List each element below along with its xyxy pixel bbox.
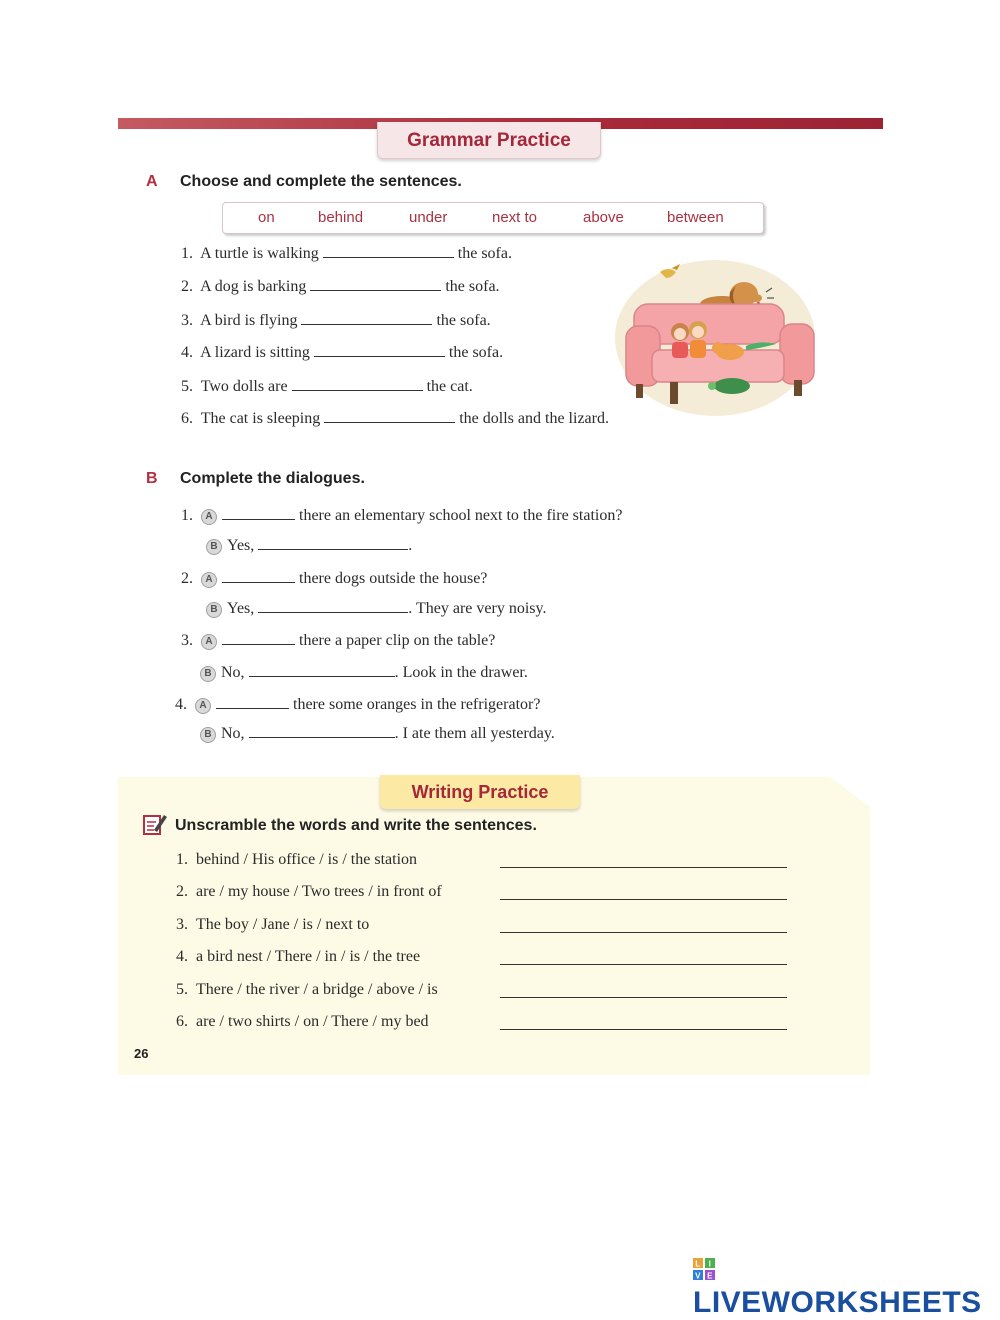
sofa-illustration [612,258,818,418]
speaker-a-badge: A [195,698,211,714]
sentence-item: 3. A bird is flying the sofa. [181,312,491,329]
logo-text: LIVEWORKSHEETS [693,1286,982,1319]
section-a-letter: A [146,173,158,190]
speaker-b-badge: B [206,602,222,618]
answer-line[interactable] [500,997,787,998]
sentence-item: 4. A lizard is sitting the sofa. [181,344,504,361]
dialogue-line-b: B No, . Look in the drawer. [200,662,528,682]
sentence-item: 2. A dog is barking the sofa. [181,278,500,295]
writing-instruction: Unscramble the words and write the sentences. [175,817,537,834]
section-b-title: Complete the dialogues. [180,470,365,487]
answer-blank[interactable] [314,342,445,357]
dialogue-line-b: B Yes, . [206,535,412,555]
answer-blank[interactable] [222,568,295,583]
sentence-item: 6. The cat is sleeping the dolls and the lizard. [181,410,609,427]
svg-text:I: I [708,1259,712,1269]
svg-text:E: E [707,1271,713,1280]
grammar-practice-title: Grammar Practice [377,122,601,159]
dialogue-line-a: 1. A there an elementary school next to the fire station? [181,507,623,524]
liveworksheets-logo [693,1252,1000,1320]
answer-blank[interactable] [292,376,423,391]
svg-text:V: V [695,1271,701,1280]
section-b-letter: B [146,470,158,487]
word-bank-item: next to [492,209,538,226]
unscramble-item: 3. The boy / Jane / is / next to [176,916,370,933]
word-bank [222,202,764,234]
answer-blank[interactable] [310,276,441,291]
speaker-a-badge: A [201,634,217,650]
liveworksheets-icon [693,1258,715,1280]
answer-line[interactable] [500,867,787,868]
unscramble-item: 4. a bird nest / There / in / is / the tree [176,948,421,965]
answer-blank[interactable] [323,243,454,258]
writing-practice-title: Writing Practice [380,775,580,809]
unscramble-item: 1. behind / His office / is / the station [176,851,418,868]
speaker-a-badge: A [201,509,217,525]
answer-blank[interactable] [249,723,395,738]
page-number: 26 [134,1046,149,1061]
word-bank-item: under [409,209,448,226]
word-bank-item: above [583,209,624,226]
answer-blank[interactable] [216,694,289,709]
dialogue-line-b: B No, . I ate them all yesterday. [200,723,555,743]
unscramble-item: 6. are / two shirts / on / There / my bed [176,1013,429,1030]
speaker-a-badge: A [201,572,217,588]
unscramble-item: 2. are / my house / Two trees / in front of [176,883,442,900]
speaker-b-badge: B [200,666,216,682]
answer-blank[interactable] [301,310,432,325]
svg-text:L: L [695,1259,701,1269]
sentence-item: 1. A turtle is walking the sofa. [181,245,512,262]
word-bank-item: between [667,209,724,226]
dialogue-line-a: 2. A there dogs outside the house? [181,570,488,587]
writing-panel-corner [830,777,870,807]
answer-line[interactable] [500,932,787,933]
unscramble-item: 5. There / the river / a bridge / above / is [176,981,438,998]
dialogue-line-b: B Yes, . They are very noisy. [206,598,546,618]
pencil-notepad-icon [142,812,168,836]
dialogue-line-a: 3. A there a paper clip on the table? [181,632,496,649]
answer-line[interactable] [500,964,787,965]
word-bank-item: behind [318,209,364,226]
answer-blank[interactable] [258,535,408,550]
section-a-title: Choose and complete the sentences. [180,173,462,190]
answer-blank[interactable] [258,598,408,613]
speaker-b-badge: B [206,539,222,555]
speaker-b-badge: B [200,727,216,743]
sentence-item: 5. Two dolls are the cat. [181,378,473,395]
answer-blank[interactable] [222,630,295,645]
dialogue-line-a: 4. A there some oranges in the refrigerator? [175,696,541,713]
answer-blank[interactable] [324,408,455,423]
word-bank-item: on [258,209,275,226]
answer-line[interactable] [500,1029,787,1030]
answer-blank[interactable] [222,505,295,520]
answer-blank[interactable] [249,662,395,677]
answer-line[interactable] [500,899,787,900]
